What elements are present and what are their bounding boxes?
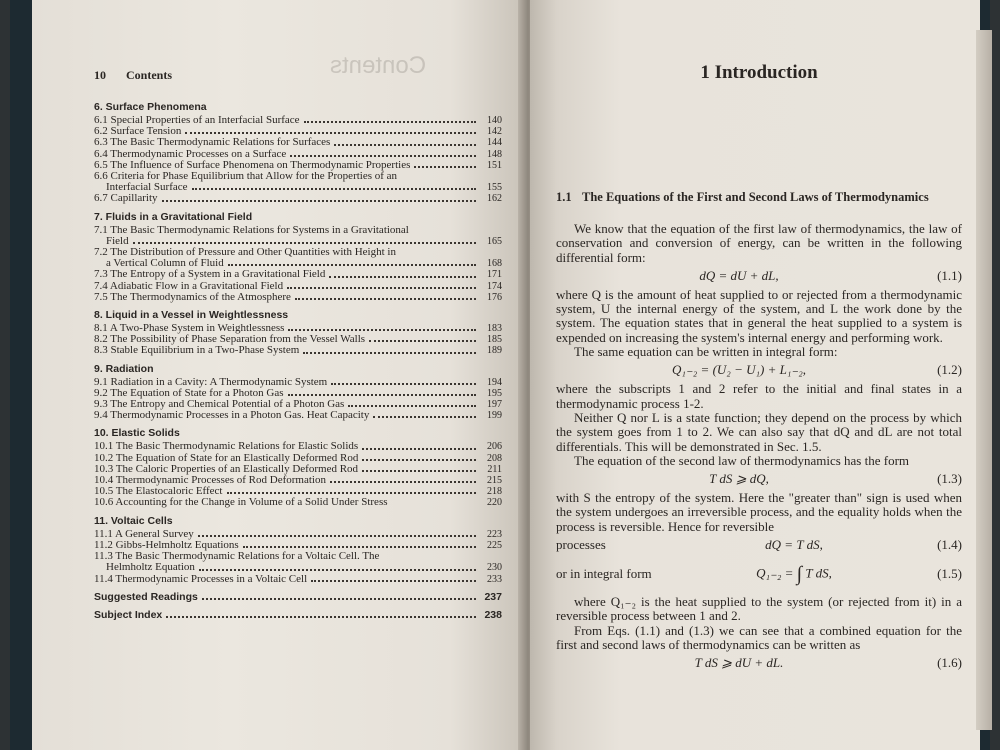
dot-leader [369, 340, 476, 342]
toc-chapter-heading: 10. Elastic Solids [94, 427, 180, 440]
running-head [94, 68, 502, 83]
dot-leader [330, 481, 476, 483]
toc-page-number: 165 [487, 235, 502, 247]
dot-leader [295, 298, 476, 300]
toc-page-number: 237 [484, 590, 502, 603]
paragraph: From Eqs. (1.1) and (1.3) we can see that a combined equation for the first and second laws of thermodynamics can be written as [556, 622, 962, 652]
toc-entry [94, 193, 502, 204]
toc-entry-title: 9.1 Radiation in a Cavity: A Thermodynamic System [94, 375, 328, 388]
toc-page-number: 140 [487, 115, 502, 126]
equation [556, 268, 962, 284]
toc-chapter-heading: 7. Fluids in a Gravitational Field [94, 210, 253, 223]
toc-page-number: 208 [487, 452, 502, 464]
toc-page-number: 162 [487, 193, 502, 205]
paragraph: where Q is the amount of heat supplied to or rejected from a thermodynamic system, U the internal energy of the system, and L the work done by the system. The equation states that in general the heat supplied to a system is expended on increasing the system's internal energy and performing work. [556, 286, 962, 345]
toc-page-number: 223 [487, 528, 502, 540]
equation [556, 557, 962, 591]
toc-entry [94, 269, 502, 280]
equation-number: (1.5) [937, 566, 962, 582]
section-title [556, 190, 962, 204]
toc-page-number: 233 [487, 573, 502, 585]
equation-lhs: Q₁₋₂ = [756, 565, 794, 581]
dot-leader [202, 598, 476, 600]
toc-entry-title: 9.3 The Entropy and Chemical Potential of a Photon Gas [94, 398, 345, 411]
paragraph: The same equation can be written in integral form: [574, 344, 838, 360]
toc-page-number: 155 [487, 182, 502, 194]
toc-entry-title: 6.2 Surface Tension [94, 125, 182, 138]
open-book [10, 0, 990, 750]
toc-page-number: 195 [487, 387, 502, 399]
dot-leader [287, 287, 476, 289]
dot-leader [331, 383, 476, 385]
toc-entry-title: 11.1 A General Survey [94, 527, 194, 540]
toc-entry [94, 592, 502, 603]
toc-page-number: 174 [487, 280, 502, 292]
toc-entry-title: 11.3 The Basic Thermodynamic Relations for a Voltaic Cell. The [94, 550, 380, 563]
toc-entry-title: 9.4 Thermodynamic Processes in a Photon Gas. Heat Capacity [94, 409, 370, 422]
toc-chapter [94, 309, 502, 357]
toc-entry-title: 9.2 The Equation of State for a Photon Gas [94, 386, 284, 399]
dot-leader [348, 405, 476, 407]
equation [556, 655, 962, 671]
section-number: 1.1 [556, 190, 572, 204]
equation [556, 471, 962, 487]
toc-entry [94, 497, 502, 508]
equation-text: T dS ⩾ dQ, [709, 471, 769, 487]
page-number: 10 [94, 68, 106, 82]
toc-entry [94, 137, 502, 148]
right-page-introduction [530, 0, 980, 750]
equation-number: (1.3) [937, 471, 962, 487]
dot-leader [288, 394, 476, 396]
toc-entry-title: 7.3 The Entropy of a System in a Gravitational Field [94, 268, 326, 281]
dot-leader [243, 546, 476, 548]
toc-entry-title: Subject Index [94, 608, 163, 621]
paragraph: with S the entropy of the system. Here the "greater than" sign is used when the system undergoes an irreversible process, and the equality holds when the process is reversible. Hence for reversible [556, 490, 962, 534]
dot-leader [329, 276, 476, 278]
toc-entry-title: 11.4 Thermodynamic Processes in a Voltaic Cell [94, 572, 308, 585]
dot-leader [362, 448, 476, 450]
toc-entry-title: 7.4 Adiabatic Flow in a Gravitational Field [94, 279, 284, 292]
toc-entry-title: 6.6 Criteria for Phase Equilibrium that Allow for the Properties of an [94, 170, 398, 183]
toc-chapter-heading: 11. Voltaic Cells [94, 514, 173, 527]
toc-entry-title: 6.5 The Influence of Surface Phenomena on Thermodynamic Properties [94, 158, 411, 171]
toc-entry-title: 6.3 The Basic Thermodynamic Relations for Surfaces [94, 136, 331, 149]
dot-leader [303, 352, 476, 354]
toc-page-number: 148 [487, 148, 502, 160]
equation [556, 537, 962, 553]
dot-leader [227, 492, 477, 494]
dot-leader [192, 188, 476, 190]
toc-entry-title: a Vertical Column of Fluid [106, 257, 224, 270]
toc-entry-title: 6.4 Thermodynamic Processes on a Surface [94, 147, 287, 160]
equation-integral [666, 563, 922, 586]
toc-chapter [94, 101, 502, 205]
paragraph: The equation of the second law of thermodynamics has the form [574, 452, 910, 468]
equation-text: dQ = dU + dL, [699, 267, 779, 283]
dot-leader [166, 616, 476, 618]
toc-entry-title: 10.2 The Equation of State for an Elastically Deformed Rod [94, 451, 359, 464]
toc-entry-title: 10.1 The Basic Thermodynamic Relations for Elastic Solids [94, 440, 359, 453]
left-page-contents [32, 0, 524, 750]
toc-chapter-heading: 8. Liquid in a Vessel in Weightlessness [94, 309, 289, 322]
toc-page-number: 199 [487, 410, 502, 422]
dot-leader [311, 580, 476, 582]
toc-page-number: 171 [487, 269, 502, 281]
show-through-text: Contents [330, 52, 427, 79]
toc-page-number: 206 [487, 441, 502, 453]
integral-sign-icon: ∫ [796, 562, 803, 585]
toc-page-number: 220 [487, 497, 502, 509]
toc-page-number: 142 [487, 126, 502, 138]
toc-page-number: 238 [484, 608, 502, 621]
dot-leader [199, 569, 476, 571]
dot-leader [185, 132, 476, 134]
toc-entry [94, 574, 502, 585]
toc-entry-title: 8.1 A Two-Phase System in Weightlessness [94, 322, 285, 335]
section-title-text: The Equations of the First and Second Laws of Thermodynamics [582, 190, 929, 204]
toc-page-number: 144 [487, 137, 502, 149]
equation-text: Q₁₋₂ = (U₂ − U₁) + L₁₋₂, [672, 362, 806, 378]
toc-entry-title: Suggested Readings [94, 590, 198, 603]
toc-entry [94, 225, 502, 236]
paragraph: Neither Q nor L is a state function; they depend on the process by which the system goes from 1 to 2. We can also say that dQ and dL are not total differentials. This will be demonstrated in Sec. 1.5. [556, 409, 962, 454]
toc-chapter-heading: 6. Surface Phenomena [94, 101, 207, 113]
toc-entry-title: 6.7 Capillarity [94, 192, 158, 205]
toc-page-number: 225 [487, 539, 502, 551]
chapter-title: 1 Introduction [700, 62, 818, 83]
toc-entry [94, 292, 502, 303]
equation-text: dQ = T dS, [765, 537, 823, 553]
toc-page-number: 194 [487, 376, 502, 388]
equation [556, 362, 962, 378]
paragraph: where Q₁₋₂ is the heat supplied to the system (or rejected from it) in a reversible process between 1 and 2. [556, 594, 962, 624]
paragraph: We know that the equation of the first law of thermodynamics, the law of conservation and conversion of energy, can be written in the following differential form: [556, 221, 962, 265]
equation-number: (1.1) [937, 267, 962, 283]
toc-entry [94, 410, 502, 421]
toc-entry [94, 562, 502, 573]
toc-entry-title: Field [106, 234, 129, 247]
toc-entry [94, 441, 502, 452]
toc-entry-title: 10.4 Thermodynamic Processes of Rod Deformation [94, 474, 326, 487]
equation-label: or in integral form [556, 566, 652, 582]
equation-number: (1.6) [937, 655, 962, 671]
equation-rhs: T dS, [805, 565, 832, 581]
toc-entry-title: 6.1 Special Properties of an Interfacial Surface [94, 114, 300, 126]
toc-entry-title: 11.2 Gibbs-Helmholtz Equations [94, 538, 239, 551]
toc-chapter [94, 211, 502, 303]
toc-entry [94, 345, 502, 356]
toc-entry [94, 610, 502, 621]
dot-leader [414, 166, 476, 168]
toc-page-number: 189 [487, 345, 502, 357]
toc-page-number: 185 [487, 334, 502, 346]
dot-leader [334, 144, 476, 146]
toc-chapter [94, 363, 502, 422]
toc-entry-title: Helmholtz Equation [106, 561, 195, 574]
toc-entry-title: 7.2 The Distribution of Pressure and Other Quantities with Height in [94, 246, 396, 259]
dot-leader [373, 416, 476, 418]
equation-label: processes [556, 537, 606, 553]
toc-page-number: 218 [487, 486, 502, 498]
dot-leader [288, 329, 476, 331]
paragraph: where the subscripts 1 and 2 refer to the initial and final states in a thermodynamic process 1-2. [556, 381, 962, 411]
dot-leader [290, 155, 476, 157]
toc-page-number: 230 [487, 562, 502, 574]
running-title: Contents [126, 68, 173, 82]
dot-leader [228, 264, 476, 266]
toc-page-number: 176 [487, 291, 502, 303]
toc-entry-title: 10.6 Accounting for the Change in Volume of a Solid Under Stress [94, 496, 388, 509]
dot-leader [133, 242, 476, 244]
dot-leader [162, 200, 476, 202]
toc-entry-title: 7.1 The Basic Thermodynamic Relations for Systems in a Gravitational [94, 223, 409, 236]
dot-leader [198, 535, 476, 537]
equation-text: T dS ⩾ dU + dL. [694, 655, 784, 671]
dot-leader [362, 470, 476, 472]
toc-entry-title: 8.2 The Possibility of Phase Separation from the Vessel Walls [94, 333, 366, 346]
toc-chapter [94, 515, 502, 585]
toc-page-number: 151 [487, 159, 502, 171]
toc-entry-title: 10.3 The Caloric Properties of an Elastically Deformed Rod [94, 462, 359, 475]
dot-leader [362, 459, 476, 461]
table-of-contents [94, 101, 502, 621]
equation-number: (1.2) [937, 362, 962, 378]
toc-page-number: 215 [487, 475, 502, 487]
toc-page-number: 211 [487, 463, 502, 475]
toc-page-number: 197 [487, 399, 502, 411]
toc-page-number: 183 [487, 323, 502, 335]
toc-entry-title: 10.5 The Elastocaloric Effect [94, 485, 223, 498]
toc-entry-title: Interfacial Surface [106, 181, 188, 194]
page-edge [976, 30, 992, 730]
toc-page-number: 168 [487, 258, 502, 270]
toc-entry-title: 8.3 Stable Equilibrium in a Two-Phase System [94, 344, 300, 357]
toc-chapter-heading: 9. Radiation [94, 362, 154, 375]
toc-entry-title: 7.5 The Thermodynamics of the Atmosphere [94, 290, 291, 303]
toc-chapter [94, 427, 502, 508]
equation-number: (1.4) [937, 537, 962, 553]
dot-leader [304, 121, 476, 123]
